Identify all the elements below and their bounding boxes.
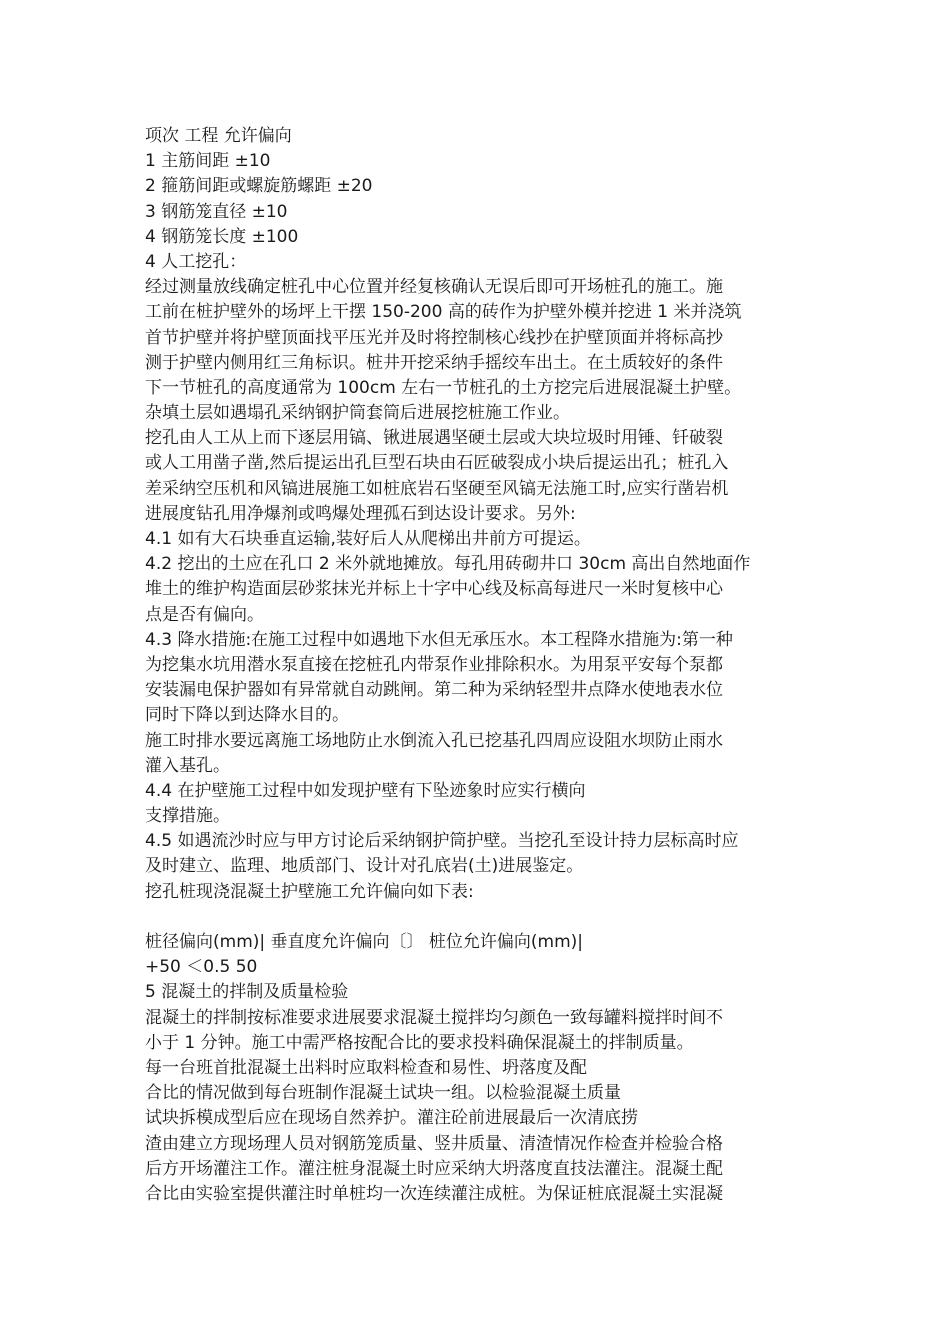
paragraph-line: 测于护壁内侧用红三角标识。桩井开挖采纳手摇绞车出土。在土质较好的条件 <box>145 352 723 373</box>
paragraph-line: 4.3 降水措施:在施工过程中如遇地下水但无承压水。本工程降水措施为:第一种 <box>145 629 733 650</box>
table-row-line: 4 钢筋笼长度 ±100 <box>145 226 299 247</box>
paragraph-line: 后方开场灌注工作。灌注桩身混凝土时应采纳大坍落度直技法灌注。混凝土配 <box>145 1158 723 1179</box>
table-header-line: 项次 工程 允许偏向 <box>145 126 292 146</box>
paragraph-line: 进展度钻孔用净爆剂或鸣爆处理孤石到达设计要求。另外: <box>145 503 576 524</box>
paragraph-line: 经过测量放线确定桩孔中心位置并经复核确认无误后即可开场桩孔的施工。施 <box>145 277 723 298</box>
paragraph-line: 4.2 挖出的土应在孔口 2 米外就地摊放。每孔用砖砌井口 30cm 高出自然地面作 <box>145 554 751 575</box>
document-body <box>145 124 815 1207</box>
blank-line <box>145 905 815 930</box>
paragraph-line: 点是否有偏向。 <box>145 604 264 625</box>
paragraph-line: 灌入基孔。 <box>145 755 230 776</box>
paragraph-line: 小于 1 分钟。施工中需严格按配合比的要求投料确保混凝土的拌制质量。 <box>145 1032 694 1053</box>
paragraph-line: 挖孔由人工从上而下逐层用镐、锹进展遇坚硬土层或大块垃圾时用锤、钎破裂 <box>145 428 723 449</box>
paragraph-line: 杂填土层如遇塌孔采纳钢护筒套筒后进展挖桩施工作业。 <box>145 403 570 424</box>
paragraph-line: 渣由建立方现场理人员对钢筋笼质量、竖井质量、清渣情况作检查并检验合格 <box>145 1133 723 1154</box>
paragraph-line: 安装漏电保护器如有异常就自动跳闸。第二种为采纳轻型井点降水使地表水位 <box>145 680 723 701</box>
paragraph-line: 或人工用凿子凿,然后提运出孔巨型石块由石匠破裂成小块后提运出孔；桩孔入 <box>145 453 729 474</box>
table-row-line: 3 钢筋笼直径 ±10 <box>145 201 288 222</box>
paragraph-line: 4.4 在护壁施工过程中如发现护壁有下坠迹象时应实行横向 <box>145 780 586 801</box>
table-row-line: 1 主筋间距 ±10 <box>145 151 271 172</box>
table-row-line: 2 箍筋间距或螺旋筋螺距 ±20 <box>145 176 373 197</box>
paragraph-line: 下一节桩孔的高度通常为 100cm 左右一节桩孔的土方挖完后进展混凝土护壁。 <box>145 377 742 398</box>
paragraph-line: 同时下降以到达降水目的。 <box>145 705 349 726</box>
paragraph-line: 施工时排水要远离施工场地防止水倒流入孔已挖基孔四周应设阻水坝防止雨水 <box>145 730 723 751</box>
paragraph-line: 为挖集水坑用潜水泵直接在挖桩孔内带泵作业排除积水。为用泵平安每个泵都 <box>145 654 723 675</box>
section-heading: 5 混凝土的拌制及质量检验 <box>145 982 349 1003</box>
tolerance-table-row: +50 ＜0.5 50 <box>145 957 258 978</box>
paragraph-line: 差采纳空压机和风镐进展施工如桩底岩石坚硬至风镐无法施工时,应实行凿岩机 <box>145 478 729 499</box>
paragraph-line: 及时建立、监理、地质部门、设计对孔底岩(土)进展鉴定。 <box>145 856 584 877</box>
section-heading: 4 人工挖孔： <box>145 251 247 272</box>
paragraph-line: 4.1 如有大石块垂直运输,装好后人从爬梯出井前方可提运。 <box>145 529 591 549</box>
paragraph-line: 试块拆模成型后应在现场自然养护。灌注砼前进展最后一次清底捞 <box>145 1108 638 1129</box>
paragraph-line: 工前在桩护壁外的场坪上干摆 150-200 高的砖作为护壁外模并挖进 1 米并浇筑 <box>145 302 742 323</box>
paragraph-line: 4.5 如遇流沙时应与甲方讨论后采纳钢护筒护壁。当挖孔至设计持力层标高时应 <box>145 831 739 852</box>
tolerance-table-header: 桩径偏向(mm)| 垂直度允许偏向〔〕 桩位允许偏向(mm)| <box>145 932 584 952</box>
paragraph-line: 合比的情况做到每台班制作混凝土试块一组。以检验混凝土质量 <box>145 1083 621 1104</box>
paragraph-line: 混凝土的拌制按标准要求进展要求混凝土搅拌均匀颜色一致每罐料搅拌时间不 <box>145 1007 723 1028</box>
paragraph-line: 挖孔桩现浇混凝土护壁施工允许偏向如下表: <box>145 881 474 902</box>
paragraph-line: 合比由实验室提供灌注时单桩均一次连续灌注成桩。为保证桩底混凝土实混凝 <box>145 1183 723 1204</box>
paragraph-line: 堆土的维护构造面层砂浆抹光并标上十字中心线及标高每进尺一米时复核中心 <box>145 579 723 600</box>
paragraph-line: 支撑措施。 <box>145 806 230 827</box>
paragraph-line: 每一台班首批混凝土出料时应取料检查和易性、坍落度及配 <box>145 1057 587 1078</box>
paragraph-line: 首节护壁并将护壁顶面找平压光并及时将控制核心线抄在护壁顶面并将标高抄 <box>145 327 723 348</box>
